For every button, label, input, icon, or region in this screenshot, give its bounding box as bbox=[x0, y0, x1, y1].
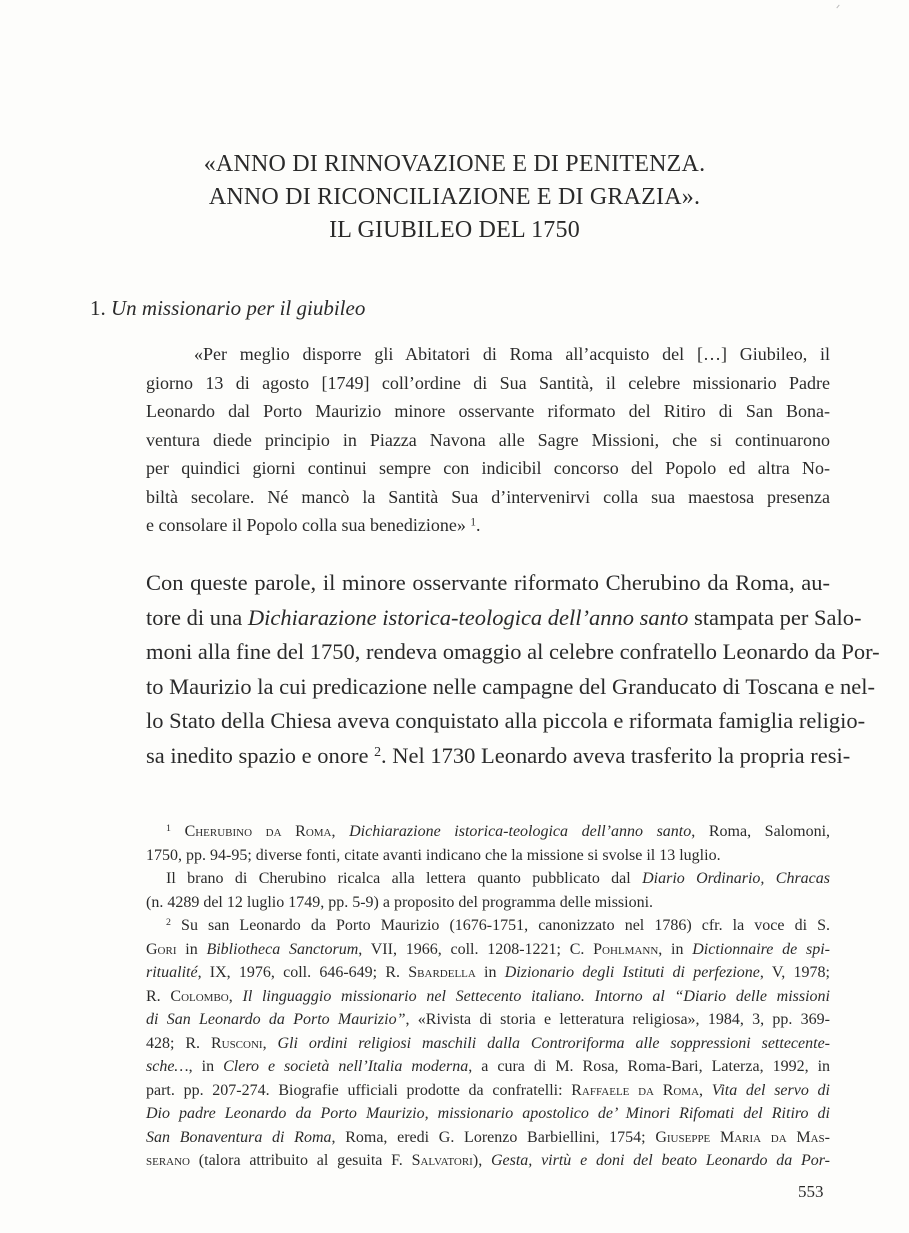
title-line-1: «ANNO DI RINNOVAZIONE E DI PENITENZA. bbox=[203, 151, 706, 177]
scan-mark bbox=[836, 5, 839, 9]
body-paragraph bbox=[146, 566, 880, 773]
footnote-line: sche…, in Clero e società nell’Italia moderna, a cura di M. Rosa, Roma-Bari, Laterza, 1992, in bbox=[146, 1058, 831, 1075]
body-line: moni alla fine del 1750, rendeva omaggio al celebre confratello Leonardo da Por- bbox=[146, 639, 880, 664]
footnotes bbox=[146, 820, 830, 1173]
footnote-2: $^2$ Su san Leonardo da Porto Maurizio (1676-1751, canonizzato nel 1786) cfr. la voce di S. bbox=[166, 917, 831, 934]
chapter-title bbox=[0, 148, 909, 247]
footnote-ref-2[interactable]: 2 bbox=[374, 744, 382, 760]
footnote-line: Gori in Bibliotheca Sanctorum, VII, 1966, coll. 1208-1221; C. Pohlmann, in Dictionnaire de spi- bbox=[146, 940, 831, 958]
footnote-number: 2 bbox=[166, 917, 171, 929]
footnote-line: San Bonaventura di Roma, Roma, eredi G. Lorenzo Barbiellini, 1754; Giuseppe Maria da Mas- bbox=[146, 1128, 830, 1146]
footnote-line: 1750, pp. 94-95; diverse fonti, citate avanti indicano che la missione si svolse il 13 luglio. bbox=[146, 846, 721, 864]
quote-line: ventura diede principio in Piazza Navona alle Sagre Missioni, che si continuarono bbox=[146, 429, 830, 450]
footnote-line: Dio padre Leonardo da Porto Maurizio, missionario apostolico de’ Minori Rifomati del Ritiro di bbox=[146, 1105, 830, 1122]
footnote-1: $^1$ Cherubino da Roma, Dichiarazione istorica-teologica dell’anno santo, Roma, Salomoni, bbox=[166, 823, 831, 840]
quote-line-last: e consolare il Popolo colla sua benedizione» $^1$. bbox=[146, 515, 481, 535]
section-number: 1. bbox=[90, 296, 106, 320]
body-line: Con queste parole, il minore osservante riformato Cherubino da Roma, au- bbox=[146, 570, 830, 595]
quote-text: e consolare il Popolo colla sua benedizione» bbox=[146, 515, 466, 535]
quote-line: «Per meglio disporre gli Abitatori di Roma all’acquisto del […] Giubileo, il bbox=[194, 344, 830, 364]
footnote-line: R. Colombo, Il linguaggio missionario nel Settecento italiano. Intorno al “Diario delle missioni bbox=[146, 987, 831, 1005]
footnote-line: ritualité, IX, 1976, coll. 646-649; R. Sbardella in Dizionario degli Istituti di perfezione, V, 1978; bbox=[146, 964, 830, 981]
book-title: Dichiarazione istorica-teologica dell’anno santo bbox=[247, 604, 689, 630]
body-line: tore di una Dichiarazione istorica-teologica dell’anno santo stampata per Salo- bbox=[146, 604, 862, 630]
footnote-ref-1[interactable]: 1 bbox=[470, 516, 476, 529]
body-line: lo Stato della Chiesa aveva conquistato alla piccola e riformata famiglia religio- bbox=[146, 708, 866, 733]
footnote-number: 1 bbox=[166, 823, 171, 835]
footnote-line: 428; R. Rusconi, Gli ordini religiosi maschili dalla Controriforma alle soppressioni settecente- bbox=[146, 1034, 830, 1052]
quote-line: per quindici giorni continui sempre con indicibil concorso del Popolo ed altra No- bbox=[146, 458, 830, 478]
quote-line: Leonardo dal Porto Maurizio minore osservante riformato del Ritiro di San Bona- bbox=[146, 401, 830, 421]
section-heading bbox=[90, 296, 365, 321]
quote-line: biltà secolare. Né mancò la Santità Sua d’intervenirvi colla sua maestosa presenza bbox=[146, 486, 830, 507]
body-line: to Maurizio la cui predicazione nelle campagne del Granducato di Toscana e nel- bbox=[146, 673, 875, 699]
footnote-line: di San Leonardo da Porto Maurizio”, «Rivista di storia e letteratura religiosa», 1984, 3, pp. 369- bbox=[146, 1011, 830, 1028]
body-line: sa inedito spazio e onore $^2$. Nel 1730 Leonardo aveva trasferito la propria resi- bbox=[146, 742, 851, 768]
title-line-3: IL GIUBILEO DEL 1750 bbox=[329, 217, 580, 243]
footnote-line: serano (talora attribuito al gesuita F. Salvatori), Gesta, virtù e doni del beato Leonardo da Por- bbox=[146, 1152, 831, 1169]
footnote-line: Il brano di Cherubino ricalca alla lettera quanto pubblicato dal Diario Ordinario, Chracas bbox=[166, 870, 831, 887]
block-quote bbox=[146, 340, 830, 540]
page-number: 553 bbox=[798, 1182, 824, 1201]
title-line-2: ANNO DI RICONCILIAZIONE E DI GRAZIA». bbox=[208, 184, 701, 210]
footnote-line: (n. 4289 del 12 luglio 1749, pp. 5-9) a proposito del programma delle missioni. bbox=[146, 893, 654, 911]
footnote-line: part. pp. 207-274. Biografie ufficiali prodotte da confratelli: Raffaele da Roma, Vita del servo di bbox=[146, 1081, 830, 1099]
quote-line: giorno 13 di agosto [1749] coll’ordine di Sua Santità, il celebre missionario Padre bbox=[146, 372, 830, 393]
section-title: Un missionario per il giubileo bbox=[111, 296, 366, 320]
